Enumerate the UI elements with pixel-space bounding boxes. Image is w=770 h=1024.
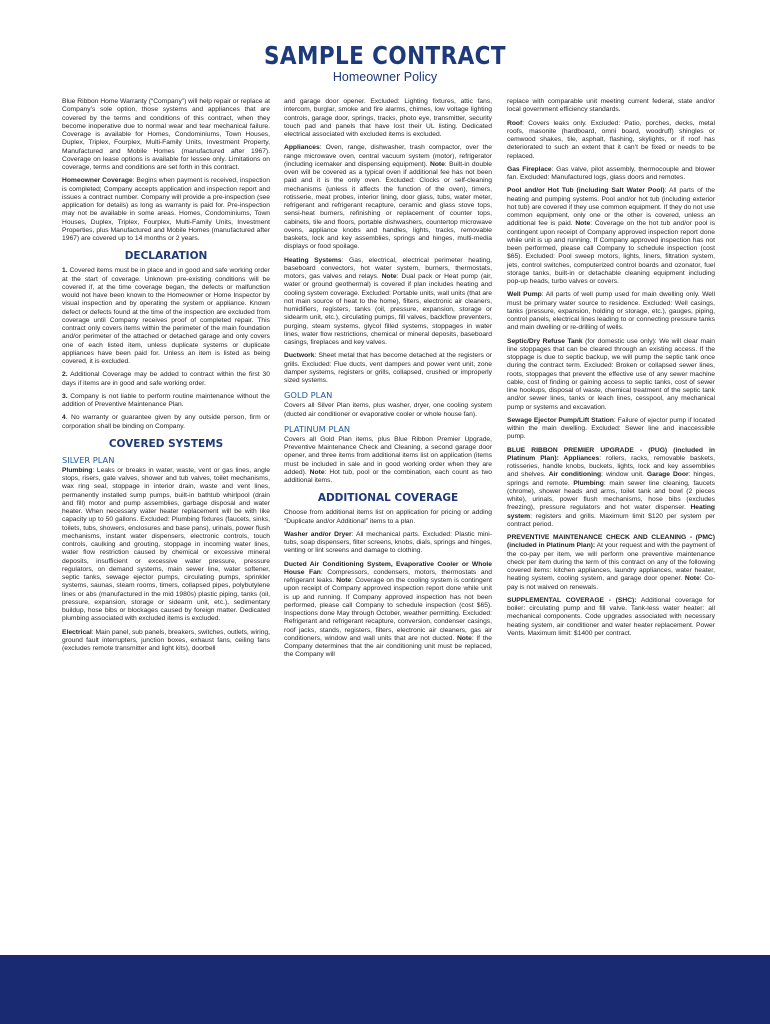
roof-paragraph [507,120,715,161]
premier-plumbing-label: Plumbing [573,479,604,487]
footer-band [0,955,770,1024]
well-pump-text: : All parts of well pump used for main dwelling only. Well must be primary water source to residence. Excluded: Well casings, tanks (pressure, expansion, holding or storage, etc.), gauges, piping, control panels, electrical lines leading to or connecting pressure tanks and main dwelling or re-drilling of wells. [507,291,715,332]
appliances-note-label: Note [430,160,445,168]
silver-plan-heading: SILVER PLAN [62,454,115,465]
column-middle [284,98,492,665]
ductwork-paragraph [284,352,492,385]
contract-header [0,42,770,84]
appliances-text: : Oven, range, dishwasher, trash compactor, over the range microwave oven, central vacuum system (motor), refrigerator (including icemaker and dispensing equipment). [284,144,492,168]
heating-system-text: : registers and grills. Maximum limit $120 per system per contract period. [507,512,715,528]
declaration-number-2: 2. [62,371,68,379]
declaration-number-1: 1. [62,267,68,275]
declaration-item-1 [62,267,270,366]
declaration-text-2: Additional Coverage may be added to contract within the first 30 days if items are in good and safe working order. [62,371,270,387]
appliances-paragraph [284,144,492,251]
gold-plan-heading: GOLD PLAN [284,390,333,401]
ductwork-label: Ductwork [284,352,315,360]
declaration-item-2 [62,371,270,388]
document-title: SAMPLE CONTRACT [264,41,506,70]
intro-paragraph: Blue Ribbon Home Warranty (“Company”) will help repair or replace at Company’s sole option, those systems and appliances that are covered by the terms and conditions of this contract, when they become inoperative due to normal wear and tear mechanical failure. Coverage is available for Homes, Condominiums, Town Houses, Duplex, Triplex, Fourplex, Multi-Family Units, Investment Property, Manufactured and Mobile Homes (manufactured after 1967). Coverage on lease options is available for lessee only. Limitations on coverage, terms and conditions are set forth in this contract. [62,98,270,171]
washer-dryer-text: : All mechanical parts. Excluded: Plastic mini-tubs, soap dispensers, filter screens, knobs, dials, springs and hinges, venting or lint screens and damage to clothing. [284,530,492,555]
air-conditioning-text: : window unit. [601,471,647,479]
ducted-note-label: Note [336,577,352,584]
additional-coverage-text: Choose from additional items list on application for pricing or adding “Duplicate and/or Additional” items to a plan. [284,509,492,525]
plumbing-paragraph [62,467,270,624]
heating-system-label: Heating system [507,504,715,520]
roof-label: Roof [507,119,523,127]
preventive-maintenance-paragraph [507,534,715,592]
homeowner-coverage-text: : Begins when payment is received, inspection is completed; Company accepts application and inspection report and issues a contract number. Company will provide a pre-inspection (see application for details) as long as warranty is paid for. Pre-inspection may not be available in some areas. Homes, Condominiums, Town Houses, Duplex, Triplex, Fourplex, Multi-Family Units, Investment Properties, plus Manufactured and Mobile Homes (manufactured after 1967) are covered up to 14 months or 2 years. [62,177,270,242]
homeowner-coverage-label: Homeowner Coverage [62,177,133,185]
column-right [507,98,715,643]
appliances-label: Appliances [284,144,320,152]
pm-note-label: Note [684,575,700,583]
air-conditioning-label: Air conditioning [548,471,602,479]
plumbing-label: Plumbing [62,466,93,474]
electrical-text: : Main panel, sub panels, breakers, switches, outlets, wiring, ground fault interrupters, junction boxes, exhaust fans, ceiling fans (excludes remote transmitter and light kits), doorbell [62,628,270,652]
supplemental-coverage-label: SUPPLEMENTAL COVERAGE - (SHC): [507,596,637,604]
septic-tank-label: Septic/Dry Refuse Tank [507,337,583,345]
ducted-note-text: : Coverage on the cooling system is contingent upon receipt of Company approved inspection report done while unit is up and running. If Company approved inspection has not been performed, please call Company to schedule inspection (cost $65). Inspections done May through October, weather permitting. Excluded: Refrigerant and refrigerant recapture, conversion, condenser casings, roof jacks, stands, registers, filters, electronic air cleaners, gas air conditioners, window and wall units that are not ducted. [284,577,492,642]
platinum-plan-text: Covers all Gold Plan items, plus Blue Ribbon Premier Upgrade, Preventive Maintenance Check and Cleaning, a second garage door opener, and three items from additional items list on application (items must be included in sale and in good working order when they are added). [284,435,492,476]
document-subtitle: Homeowner Policy [332,70,438,84]
plumbing-text: : Leaks or breaks in water, waste, vent or gas lines, angle stops, risers, gate valves, shower and tub valves, toilet mechanisms, wax ring seal, stoppage in interior drain, waste and vent lines, permanently installed sump pumps, built-in bathtub whirlpool (drain and fill) motor and pump assemblies, garbage disposal and water heater. When necessary water heater replacement will be with like capacity up to 50 gallons. Excluded: Plumbing fixtures (faucets, sinks, toilets, tubs, showers, enclosures and base pans), urinals, power flush mechanisms, instant water dispensers, electronic controls, touch controls, caulking and grouting, stoppage in incoming water lines, water flow restriction caused by chemical or excessive mineral deposits, insufficient or excessive water pressure, pressure regulators, on demand systems, main sewer line, water softener, septic tanks, sewage ejector pumps, circulating pumps, sprinkler systems, saunas, steam rooms, timers, collapsed pipes, polybutylene lines or abs (manufactured in the mid 1980s) plastic piping, tanks (oil, pressure, expansion, storage or sidearm unit, etc.), sedimentary buildup, hose bibs or blockages caused by foreign matter. Dedicated plumbing associated with excluded items is excluded. [62,466,270,623]
sewage-ejector-paragraph [507,417,715,442]
supplemental-coverage-text: Additional coverage for boiler: circulating pump and fill valve. Tank-less water heater: all mechanical components. Code upgrades associated with necessary heating system, air conditioner and water heater replacement. Power Vents. Maximum limit: $1400 per contract. [507,596,715,637]
washer-dryer-paragraph [284,531,492,556]
sewage-ejector-label: Sewage Ejector Pump/Lift Station [507,416,614,424]
gas-fireplace-text: : Gas valve, pilot assembly, thermocouple and blower fan. Excluded: Manufactured logs, glass doors and remotes. [507,165,715,181]
heating-paragraph [284,257,492,348]
roof-text: : Covers leaks only. Excluded: Patio, porches, decks, metal roofs, masonite (hardboard, omni board, woodruff) shingles or cemwood shakes, tile, asphalt, flashing, skylights, or if roof has deteriorated to such an extent that it can’t be fixed or needs to be replaced. [507,119,715,160]
declaration-item-3 [62,393,270,410]
platinum-plan-paragraph [284,436,492,486]
septic-tank-paragraph [507,338,715,412]
declaration-heading: DECLARATION [124,250,208,263]
premier-upgrade-paragraph [507,447,715,530]
ducted-note2-label: Note [456,634,472,642]
declaration-text-1: Covered items must be in place and in good and safe working order at the start of coverage. Unknown pre-existing conditions will be covered if, at the time coverage began, the defects or malfunction would not have been known to the Homeowner or Home Inspector by visual inspection and by operating the system or appliance. Known defect or defects found at the time of the inspection are excluded from coverage until Company receives proof of completed repair. This contract only covers items within the perimeter of the main foundation and/or perimeter of the attached or detached garage and only covers one of each listed item, unless duplicate systems or duplicate appliances have been paid for. Unless an item is listed as being covered, it is excluded. [62,267,270,365]
covered-systems-heading: COVERED SYSTEMS [108,437,224,450]
washer-dryer-label: Washer and/or Dryer [284,530,352,538]
premier-plumbing-text: : main sewer line cleaning, faucets (chrome), shower heads and arms, toilet tank and bowl (2 pieces white), urinals, power flush mechanisms, hose bibs (excludes freezing), pressure regulators and hot water dispenser. [507,479,715,512]
ducted-air-paragraph [284,561,492,660]
ducted-note2-text: : If the Company determines that the air conditioning unit must be replaced, the Company will [284,634,492,659]
well-pump-paragraph [507,291,715,332]
pool-hot-tub-paragraph [507,187,715,286]
platinum-note-text: : Hot tub, pool or the combination, each count as two additional items. [284,468,492,484]
declaration-text-4: . No warranty or guarantee given by any outside person, firm or corporation shall be binding on Company. [62,414,270,430]
premier-upgrade-label: BLUE RIBBON PREMIER UPGRADE - (PUG) (included in Platinum Plan): Appliances [507,446,715,462]
pool-hot-tub-label: Pool and/or Hot Tub (including Salt Water Pool) [507,187,665,195]
gold-plan-text: Covers all Silver Plan items, plus washer, dryer, one cooling system (ducted air conditioner or evaporative cooler or whole house fan). [284,402,492,418]
air-conditioning-continued: replace with comparable unit meeting current federal, state and/or local government efficiency standards. [507,98,715,114]
gas-fireplace-label: Gas Fireplace [507,165,552,173]
supplemental-coverage-paragraph [507,597,715,638]
declaration-text-3: Company is not liable to perform routine maintenance without the addition of Preventive Maintenance Plan. [62,392,270,408]
garage-door-label: Garage Door [646,471,689,479]
ductwork-text: : Sheet metal that has become detached at the registers or grills. Excluded: Flue ducts, vent dampers and power vent unit, zone damper systems, registers or grills, collapsed, crushed or improperly sized systems. [284,352,492,384]
electrical-continued: and garage door opener. Excluded: Lighting fixtures, attic fans, intercom, burglar, smoke and fire alarms, chimes, low voltage lighting controls, garage door, springs, tracks, photo eye, transmitter, security touch pad and panels that have lost their UL listing. Dedicated electrical associated with excluded items is excluded. [284,98,492,138]
additional-coverage-heading: ADDITIONAL COVERAGE [317,492,459,505]
platinum-note-label: Note [309,468,325,476]
pm-note-text: : Co-pay is not waived on renewals. [507,575,716,591]
declaration-item-4 [62,414,270,431]
heating-note-text: : Dual pack or Heat pump (air, water or ground geothermal) is covered if plan includes heating and cooling system coverage. Excluded: Portable units, wall units (that are not main source of heat to the home), filters, electronic air cleaners, humidifiers, registers, tanks (oil, pressure, expansion, storage or sidearm unit, etc.), circulating pumps, fill valves, backflow preventers, purging, steam systems, glycol filled systems, stoppages in water lines, water flow restrictions, chemical or mineral deposits, baseboard casings, fireplaces and key valves. [284,273,492,346]
homeowner-coverage-paragraph [62,177,270,243]
declaration-number-4: 4 [62,414,66,422]
pool-hot-tub-text: : All parts of the heating and pumping systems. Pool and/or hot tub (including exterior hot tub) are covered if they use common equipment. If they do not use common equipment, only one or the other is covered, unless an additional fee is paid. [507,187,715,228]
pool-note-label: Note [575,220,591,228]
ducted-air-text: : Compressors, condensers, motors, thermostats and refrigerant leaks. [284,568,492,584]
appliances-note-text: : Built-in double oven will be covered as a typical oven if additional fee has not been paid and it is the only oven. Excluded: Clocks or self-cleaning mechanisms (unless it affects the function of the oven), timers, rotisserie, meat probes, interior lining, door glass, tubs, water meter, refrigerant and refrigerant recapture, ceramic and glass stove tops, sensi-heat burners, refinishing or replacement of counter tops, cabinets, tile and floors, portable dishwashers, countertop microwave ovens, appliance knobs and handles, lights, tracks, removable baskets, lock and key assemblies, springs and hinges, multi-media displays or food spoilage. [284,160,492,251]
electrical-label: Electrical [62,628,92,636]
declaration-number-3: 3. [62,392,68,400]
column-left [62,98,270,658]
septic-tank-text: (for domestic use only): We will clear main line stoppages that can be cleared through an existing access. If the stoppage is due to septic backup, we will pump the septic tank once during the contract term. Excluded: Broken or collapsed sewer lines, roots, stoppages that prevent the effective use of any sewer machine cable, cost of finding or gaining access to septic tanks, cost of sewer line hookups, disposal of waste, chemical treatment of the septic tank and/or sewer lines, tanks or leach lines, cesspool, any mechanical pump or systems and excavation. [507,337,715,411]
heating-note-label: Note [381,273,397,280]
electrical-paragraph [62,629,270,654]
pool-note-text: : Coverage on the hot tub and/or pool is contingent upon receipt of Company approved inspection report done while unit is up and running. If Company approved inspection has not been performed, please call Company to schedule inspection (cost $65). Excluded: Pool sweep motors, lights, liners, filtration system, jets, control switches, computerized control boards and ozonator, fuel storage tanks, built-in or detachable cleaning equipment including pop-up heads, turbo valves or covers. [507,220,715,285]
well-pump-label: Well Pump [507,291,542,299]
preventive-maintenance-text: At your request and with the payment of the co-pay per item, we will perform one preventive maintenance check per item during the term of this contract on any of the following covered items: kitchen appliances, laundry appliances, water heater, heating system, cooling system, and garage door opener. [507,542,715,583]
ducted-air-label: Ducted Air Conditioning System, Evaporative Cooler or Whole House Fan [284,560,492,576]
garage-door-text: : hinges, springs and remote. [507,471,716,487]
sewage-ejector-text: : Failure of ejector pump if located within the main dwelling. Excluded: Sewer line and inaccessible pump. [507,416,715,441]
gas-fireplace-paragraph [507,166,715,183]
platinum-plan-heading: PLATINUM PLAN [284,423,351,434]
heating-text: : Gas, electrical, electrical perimeter heating, baseboard convectors, hot water system, burners, thermostats, motors, gas valves and relays. [284,256,492,280]
premier-upgrade-text: : rollers, racks, removable baskets, rotisseries, handle knobs, buckets, lights, lock and key assemblies and shelves. [507,454,715,479]
preventive-maintenance-label: PREVENTIVE MAINTENANCE CHECK AND CLEANING - (PMC) (included in Platinum Plan): [507,534,715,550]
heating-label: Heating Systems [284,256,342,264]
